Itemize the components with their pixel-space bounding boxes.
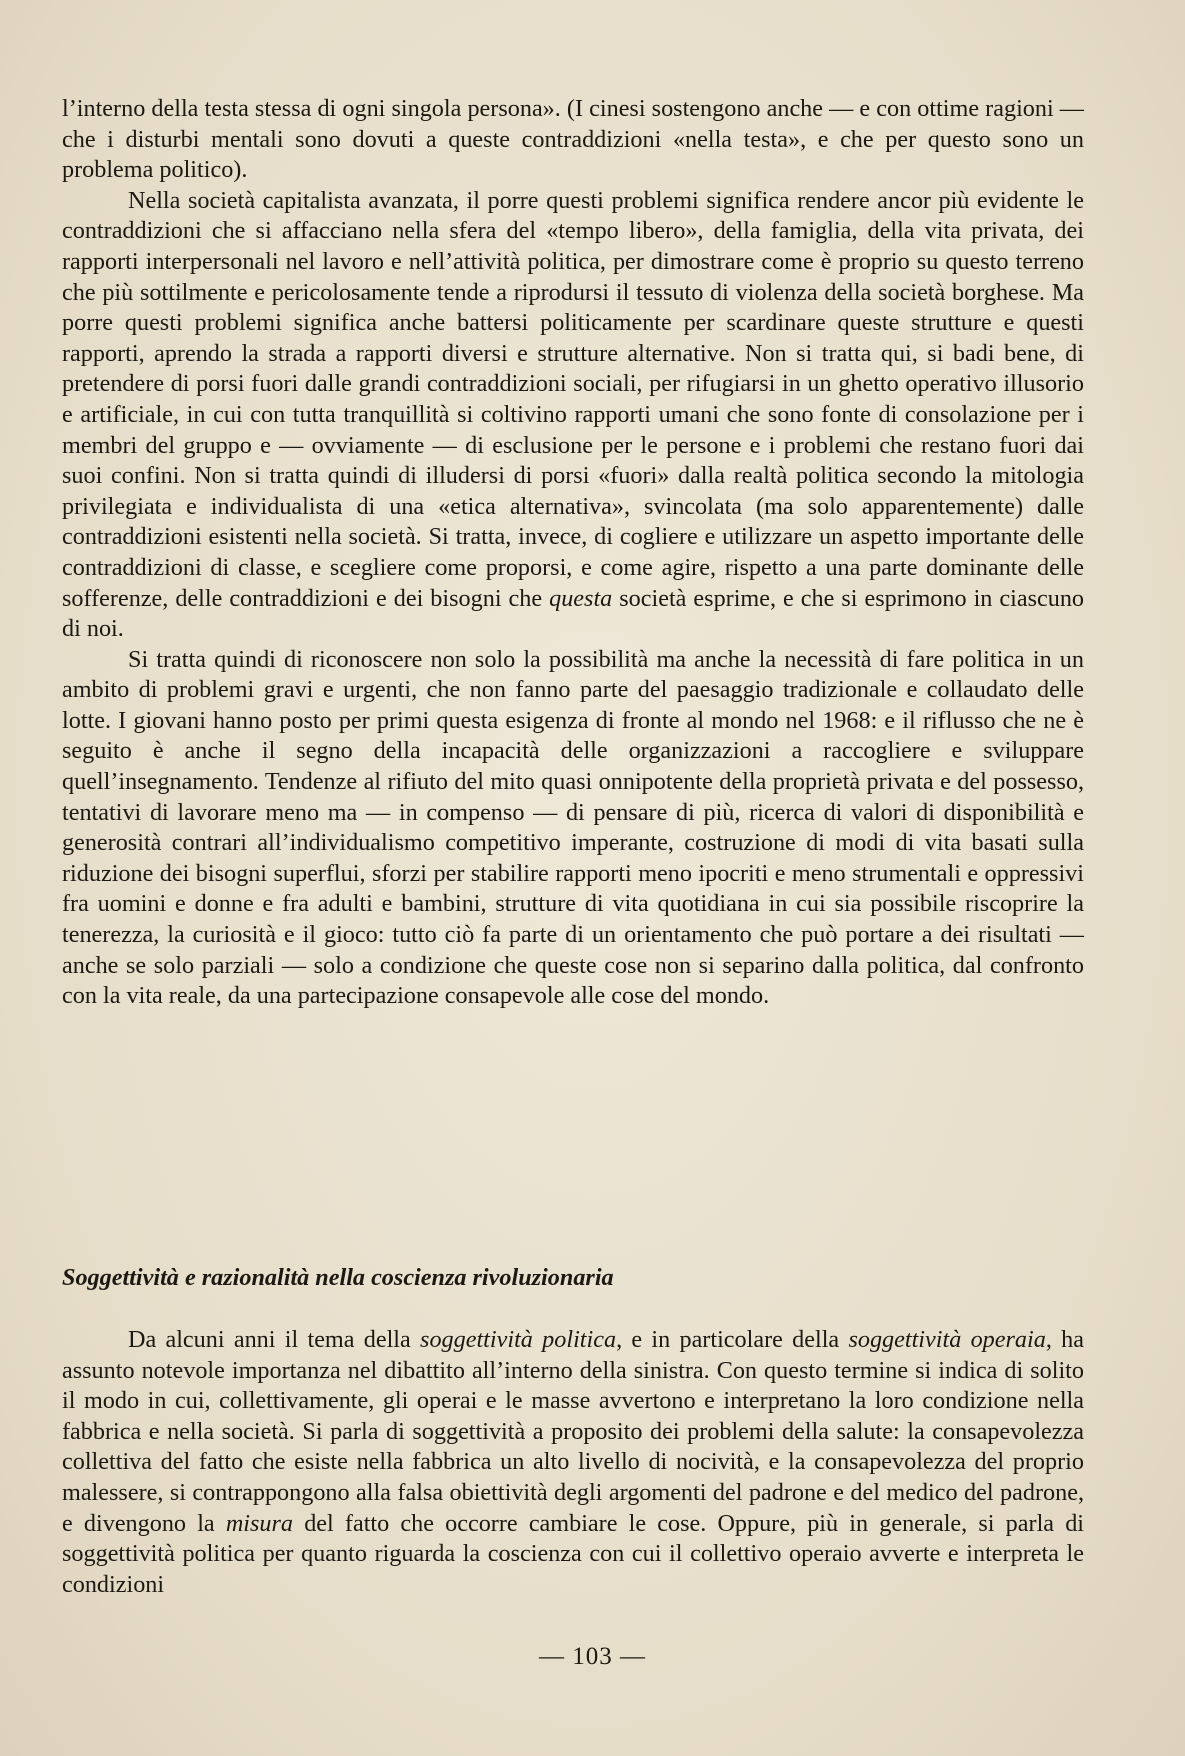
paragraph-2 bbox=[62, 186, 1084, 645]
paragraph-4-text-g: del fatto che occorre cambiare le cose. Oppure, più in generale, si parla di soggettività politica per quanto riguarda la coscienza con cui il collettivo operaio avverte e interpreta le condizioni bbox=[62, 1509, 1085, 1598]
paragraph-3: Si tratta quindi di riconoscere non solo la possibilità ma anche la necessità di fare politica in un ambito di problemi gravi e urgenti, che non fanno parte del paesaggio tradizionale e collaudato delle lotte. I giovani hanno posto per primi questa esigenza di fronte al mondo nel 1968: e il riflusso che ne è seguito è anche il segno della incapacità delle organizzazioni a raccogliere e sviluppare quell’insegnamento. Tendenze al rifiuto del mito quasi onnipotente della proprietà privata e del possesso, tentativi di lavorare meno ma — in compenso — di pensare di più, ricerca di valori di disponibilità e generosità contrari all’individualismo competitivo imperante, costruzione di modi di vita basati sulla riduzione dei bisogni superflui, sforzi per stabilire rapporti meno ipocriti e meno strumentali e oppressivi fra uomini e donne e fra adulti e bambini, strutture di vita quotidiana in cui sia possibile riscoprire la tenerezza, la curiosità e il gioco: tutto ciò fa parte di un orientamento che può portare a dei risultati — anche se solo parziali — solo a condizione che queste cose non si separino dalla politica, dal confronto con la vita reale, da una partecipazione consapevole alle cose del mondo. bbox=[62, 645, 1084, 1010]
section-2-body bbox=[62, 1325, 1084, 1600]
paragraph-1: l’interno della testa stessa di ogni singola persona». (I cinesi sostengono anche — e con ottime ragioni — che i disturbi mentali sono dovuti a queste contraddizioni «nella testa», e che per questo sono un problema politico). bbox=[62, 95, 1084, 184]
paragraph-4-emphasis-2: soggettività operaia bbox=[848, 1326, 1046, 1353]
section-1-body bbox=[62, 94, 1084, 1012]
paragraph-4-text-e: , ha assunto notevole importanza nel dibattito all’interno della sinistra. Con questo termine si indica di solito il modo in cui, collettivamente, gli operai e le masse avvertono e interpretano la loro condizione nella fabbrica e nella società. Si parla di soggettività a proposito dei problemi della salute: la consapevolezza collettiva del fatto che esiste nella fabbrica un alto livello di nocività, e la consapevolezza del proprio malessere, si contrappongono alla falsa obiettività degli argomenti del padrone e del medico del padrone, e divengono la bbox=[62, 1326, 1084, 1537]
paragraph-2-emphasis: questa bbox=[549, 584, 613, 612]
section-heading: Soggettività e razionalità nella coscienza rivoluzionaria bbox=[62, 1264, 614, 1291]
paragraph-4-emphasis-1: soggettività politica bbox=[420, 1326, 617, 1353]
paragraph-2-text: Nella società capitalista avanzata, il porre questi problemi significa rendere ancor più evidente le contraddizioni che si affacciano nella sfera del «tempo libero», della famiglia, della vita privata, dei rapporti interpersonali nel lavoro e nell’attività politica, per dimostrare come è proprio su questo terreno che più sottilmente e pericolosamente tende a riprodursi il tessuto di violenza della società borghese. Ma porre questi problemi significa anche battersi politicamente per scardinare queste strutture e questi rapporti, aprendo la strada a rapporti diversi e strutture alternative. Non si tratta qui, si badi bene, di pretendere di porsi fuori dalle grandi contraddizioni sociali, per rifugiarsi in un ghetto operativo illusorio e artificiale, in cui con tutta tranquillità si coltivino rapporti umani che sono fonte di consolazione per i membri del gruppo e — ovviamente — di esclusione per le persone e i problemi che restano fuori dai suoi confini. Non si tratta quindi di illudersi di porsi «fuori» dalla realtà politica secondo la mitologia privilegiata e individualista di una «etica alternativa», svincolata (ma solo apparentemente) dalle contraddizioni esistenti nella società. Si tratta, invece, di cogliere e utilizzare un aspetto importante delle contraddizioni di classe, e scegliere come proporsi, e come agire, rispetto a una parte dominante delle sofferenze, delle contraddizioni e dei bisogni che bbox=[62, 186, 1084, 612]
paragraph-4-emphasis-3: misura bbox=[225, 1509, 294, 1537]
page-number: — 103 — bbox=[539, 1643, 646, 1670]
paragraph-4-text-a: Da alcuni anni il tema della bbox=[128, 1326, 421, 1353]
paragraph-4-text-c: , e in particolare della bbox=[616, 1326, 849, 1353]
paragraph-4 bbox=[62, 1325, 1084, 1600]
paragraph-2-tail: società esprime, e che si esprimono in ciascuno di noi. bbox=[62, 584, 1085, 643]
